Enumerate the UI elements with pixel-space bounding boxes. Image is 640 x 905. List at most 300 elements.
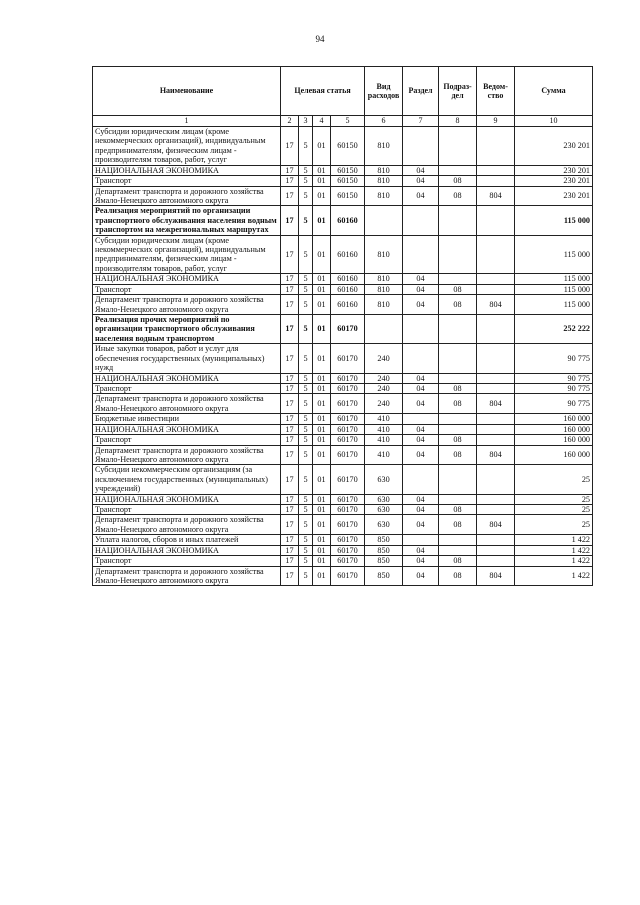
amount-cell: 252 222 [515,315,593,344]
subsection-cell: 08 [439,435,477,445]
target-code-1: 17 [281,127,299,166]
target-code-2: 5 [299,505,313,515]
subsection-cell: 08 [439,383,477,393]
target-code-3: 01 [313,165,331,175]
department-cell [477,435,515,445]
subsection-cell [439,235,477,274]
amount-cell: 1 422 [515,556,593,566]
target-code-3: 01 [313,494,331,504]
target-code-4: 60170 [331,505,365,515]
subsection-cell [439,494,477,504]
target-code-4: 60150 [331,176,365,186]
section-cell [403,465,439,494]
row-name: Бюджетные инвестиции [93,414,281,424]
department-cell [477,206,515,235]
row-name: Уплата налогов, сборов и иных платежей [93,535,281,545]
table-row [93,165,593,175]
row-name: Департамент транспорта и дорожного хозяйства Ямало-Ненецкого автономного округа [93,186,281,206]
header-subsection: Подраз-дел [439,67,477,116]
department-cell [477,465,515,494]
subsection-cell: 08 [439,566,477,586]
department-cell [477,284,515,294]
target-code-1: 17 [281,424,299,434]
column-number: 6 [365,116,403,127]
target-code-1: 17 [281,274,299,284]
expense-type-cell: 810 [365,235,403,274]
expense-type-cell: 810 [365,127,403,166]
target-code-2: 5 [299,535,313,545]
target-code-1: 17 [281,165,299,175]
expense-type-cell: 630 [365,465,403,494]
subsection-cell [439,545,477,555]
target-code-3: 01 [313,424,331,434]
table-row [93,206,593,235]
section-cell: 04 [403,165,439,175]
expense-type-cell [365,206,403,235]
subsection-cell [439,315,477,344]
row-name: НАЦИОНАЛЬНАЯ ЭКОНОМИКА [93,373,281,383]
table-row [93,556,593,566]
target-code-3: 01 [313,284,331,294]
target-code-3: 01 [313,545,331,555]
expense-type-cell: 240 [365,373,403,383]
target-code-4: 60170 [331,556,365,566]
subsection-cell [439,373,477,383]
department-cell [477,424,515,434]
target-code-2: 5 [299,176,313,186]
target-code-4: 60170 [331,383,365,393]
target-code-2: 5 [299,566,313,586]
table-row [93,344,593,373]
table-row [93,465,593,494]
header-row [93,67,593,116]
row-name: НАЦИОНАЛЬНАЯ ЭКОНОМИКА [93,165,281,175]
header-amount: Сумма [515,67,593,116]
expense-type-cell: 810 [365,176,403,186]
target-code-2: 5 [299,545,313,555]
target-code-2: 5 [299,165,313,175]
section-cell [403,127,439,166]
target-code-1: 17 [281,445,299,465]
amount-cell: 230 201 [515,176,593,186]
section-cell: 04 [403,424,439,434]
table-row [93,445,593,465]
column-number: 8 [439,116,477,127]
expense-type-cell: 810 [365,274,403,284]
target-code-1: 17 [281,394,299,414]
expense-type-cell: 810 [365,165,403,175]
row-name: Субсидии некоммерческим организациям (за исключением государственных (муниципальных) учреждений) [93,465,281,494]
target-code-4: 60170 [331,535,365,545]
target-code-1: 17 [281,465,299,494]
expense-type-cell: 240 [365,394,403,414]
department-cell [477,315,515,344]
target-code-1: 17 [281,186,299,206]
department-cell [477,165,515,175]
expense-type-cell: 240 [365,344,403,373]
target-code-1: 17 [281,414,299,424]
table-row [93,373,593,383]
target-code-2: 5 [299,383,313,393]
column-number: 9 [477,116,515,127]
amount-cell: 90 775 [515,383,593,393]
section-cell: 04 [403,445,439,465]
subsection-cell: 08 [439,284,477,294]
subsection-cell: 08 [439,515,477,535]
subsection-cell: 08 [439,505,477,515]
header-name: Наименование [93,67,281,116]
table-row [93,535,593,545]
target-code-3: 01 [313,465,331,494]
budget-table [92,66,593,586]
expense-type-cell: 810 [365,186,403,206]
target-code-1: 17 [281,373,299,383]
expense-type-cell: 850 [365,556,403,566]
section-cell: 04 [403,373,439,383]
row-name: Транспорт [93,435,281,445]
table-row [93,566,593,586]
table-row [93,494,593,504]
row-name: Департамент транспорта и дорожного хозяйства Ямало-Ненецкого автономного округа [93,295,281,315]
target-code-4: 60150 [331,127,365,166]
section-cell: 04 [403,545,439,555]
target-code-1: 17 [281,535,299,545]
target-code-4: 60170 [331,344,365,373]
section-cell [403,535,439,545]
table-row [93,505,593,515]
table-row [93,424,593,434]
target-code-2: 5 [299,295,313,315]
amount-cell: 25 [515,505,593,515]
section-cell [403,414,439,424]
target-code-1: 17 [281,505,299,515]
table-row [93,235,593,274]
target-code-1: 17 [281,235,299,274]
section-cell: 04 [403,435,439,445]
amount-cell: 115 000 [515,206,593,235]
table-row [93,284,593,294]
target-code-3: 01 [313,295,331,315]
department-cell [477,373,515,383]
row-name: НАЦИОНАЛЬНАЯ ЭКОНОМИКА [93,274,281,284]
expense-type-cell: 240 [365,383,403,393]
row-name: Субсидии юридическим лицам (кроме некоммерческих организаций), индивидуальным предпринимателям, физическим лицам - производителям товаров, работ, услуг [93,235,281,274]
target-code-4: 60170 [331,424,365,434]
subsection-cell [439,127,477,166]
target-code-3: 01 [313,274,331,284]
department-cell [477,383,515,393]
table-row [93,383,593,393]
table-row [93,127,593,166]
target-code-2: 5 [299,465,313,494]
expense-type-cell: 630 [365,494,403,504]
target-code-4: 60160 [331,235,365,274]
target-code-4: 60170 [331,373,365,383]
table-row [93,435,593,445]
amount-cell: 230 201 [515,186,593,206]
target-code-3: 01 [313,445,331,465]
row-name: Транспорт [93,176,281,186]
department-cell [477,344,515,373]
section-cell: 04 [403,176,439,186]
table-row [93,186,593,206]
amount-cell: 90 775 [515,344,593,373]
section-cell: 04 [403,494,439,504]
target-code-3: 01 [313,383,331,393]
target-code-3: 01 [313,373,331,383]
row-name: НАЦИОНАЛЬНАЯ ЭКОНОМИКА [93,494,281,504]
target-code-3: 01 [313,315,331,344]
target-code-2: 5 [299,435,313,445]
row-name: Транспорт [93,505,281,515]
section-cell: 04 [403,383,439,393]
target-code-4: 60160 [331,284,365,294]
section-cell: 04 [403,505,439,515]
row-name: Транспорт [93,556,281,566]
target-code-3: 01 [313,414,331,424]
target-code-4: 60150 [331,186,365,206]
target-code-2: 5 [299,206,313,235]
department-cell [477,494,515,504]
amount-cell: 25 [515,494,593,504]
amount-cell: 160 000 [515,414,593,424]
expense-type-cell: 850 [365,566,403,586]
department-cell [477,535,515,545]
amount-cell: 230 201 [515,165,593,175]
target-code-1: 17 [281,344,299,373]
row-name: Субсидии юридическим лицам (кроме некоммерческих организаций), индивидуальным предпринимателям, физическим лицам - производителям товаров, работ, услуг [93,127,281,166]
department-cell [477,127,515,166]
section-cell: 04 [403,274,439,284]
department-cell [477,545,515,555]
department-cell: 804 [477,445,515,465]
column-number: 4 [313,116,331,127]
section-cell: 04 [403,295,439,315]
column-number: 7 [403,116,439,127]
target-code-3: 01 [313,394,331,414]
row-name: НАЦИОНАЛЬНАЯ ЭКОНОМИКА [93,545,281,555]
target-code-3: 01 [313,515,331,535]
target-code-3: 01 [313,176,331,186]
row-name: Департамент транспорта и дорожного хозяйства Ямало-Ненецкого автономного округа [93,566,281,586]
department-cell [477,176,515,186]
expense-type-cell: 810 [365,284,403,294]
target-code-1: 17 [281,494,299,504]
amount-cell: 90 775 [515,373,593,383]
expense-type-cell: 630 [365,505,403,515]
table-row [93,515,593,535]
subsection-cell [439,424,477,434]
target-code-4: 60160 [331,274,365,284]
table-row [93,315,593,344]
target-code-3: 01 [313,186,331,206]
target-code-4: 60160 [331,206,365,235]
target-code-4: 60170 [331,515,365,535]
column-number: 1 [93,116,281,127]
amount-cell: 115 000 [515,235,593,274]
subsection-cell [439,465,477,494]
table-body [93,127,593,586]
expense-type-cell: 410 [365,414,403,424]
subsection-cell: 08 [439,295,477,315]
row-name: Реализация мероприятий по организации транспортного обслуживания населения водным транспортом на межрегиональных маршрутах [93,206,281,235]
target-code-4: 60170 [331,445,365,465]
subsection-cell: 08 [439,394,477,414]
column-number: 3 [299,116,313,127]
table-row [93,545,593,555]
header-expense-type: Вид расходов [365,67,403,116]
expense-type-cell [365,315,403,344]
column-number-row [93,116,593,127]
subsection-cell: 08 [439,445,477,465]
target-code-1: 17 [281,515,299,535]
subsection-cell [439,165,477,175]
subsection-cell [439,344,477,373]
target-code-2: 5 [299,414,313,424]
target-code-1: 17 [281,315,299,344]
department-cell [477,556,515,566]
expense-type-cell: 850 [365,535,403,545]
subsection-cell [439,414,477,424]
target-code-2: 5 [299,515,313,535]
target-code-2: 5 [299,424,313,434]
target-code-3: 01 [313,556,331,566]
amount-cell: 1 422 [515,535,593,545]
section-cell [403,235,439,274]
column-number: 10 [515,116,593,127]
section-cell [403,315,439,344]
table-row [93,295,593,315]
target-code-2: 5 [299,494,313,504]
amount-cell: 160 000 [515,435,593,445]
department-cell [477,274,515,284]
subsection-cell: 08 [439,186,477,206]
target-code-3: 01 [313,566,331,586]
target-code-4: 60170 [331,414,365,424]
target-code-2: 5 [299,556,313,566]
amount-cell: 1 422 [515,545,593,555]
department-cell: 804 [477,394,515,414]
row-name: НАЦИОНАЛЬНАЯ ЭКОНОМИКА [93,424,281,434]
target-code-2: 5 [299,315,313,344]
department-cell [477,505,515,515]
target-code-3: 01 [313,206,331,235]
department-cell: 804 [477,566,515,586]
target-code-1: 17 [281,284,299,294]
header-target: Целевая статья [281,67,365,116]
column-number: 2 [281,116,299,127]
target-code-2: 5 [299,344,313,373]
target-code-3: 01 [313,505,331,515]
header-department: Ведом-ство [477,67,515,116]
amount-cell: 160 000 [515,424,593,434]
row-name: Департамент транспорта и дорожного хозяйства Ямало-Ненецкого автономного округа [93,445,281,465]
target-code-3: 01 [313,535,331,545]
expense-type-cell: 410 [365,445,403,465]
subsection-cell: 08 [439,556,477,566]
expense-type-cell: 410 [365,435,403,445]
row-name: Департамент транспорта и дорожного хозяйства Ямало-Ненецкого автономного округа [93,515,281,535]
target-code-2: 5 [299,373,313,383]
department-cell: 804 [477,186,515,206]
subsection-cell [439,206,477,235]
header-section: Раздел [403,67,439,116]
amount-cell: 25 [515,465,593,494]
expense-type-cell: 810 [365,295,403,315]
target-code-2: 5 [299,235,313,274]
target-code-4: 60170 [331,465,365,494]
target-code-4: 60170 [331,435,365,445]
row-name: Департамент транспорта и дорожного хозяйства Ямало-Ненецкого автономного округа [93,394,281,414]
amount-cell: 115 000 [515,274,593,284]
target-code-2: 5 [299,445,313,465]
target-code-2: 5 [299,127,313,166]
amount-cell: 90 775 [515,394,593,414]
amount-cell: 1 422 [515,566,593,586]
target-code-1: 17 [281,545,299,555]
amount-cell: 115 000 [515,295,593,315]
section-cell [403,344,439,373]
amount-cell: 160 000 [515,445,593,465]
section-cell: 04 [403,186,439,206]
subsection-cell: 08 [439,176,477,186]
target-code-4: 60170 [331,315,365,344]
row-name: Иные закупки товаров, работ и услуг для обеспечения государственных (муниципальных) нужд [93,344,281,373]
department-cell [477,235,515,274]
table-row [93,274,593,284]
target-code-4: 60170 [331,394,365,414]
target-code-1: 17 [281,556,299,566]
section-cell: 04 [403,284,439,294]
amount-cell: 230 201 [515,127,593,166]
amount-cell: 25 [515,515,593,535]
target-code-4: 60170 [331,545,365,555]
department-cell: 804 [477,515,515,535]
target-code-3: 01 [313,344,331,373]
table-row [93,394,593,414]
target-code-3: 01 [313,127,331,166]
amount-cell: 115 000 [515,284,593,294]
target-code-1: 17 [281,206,299,235]
expense-type-cell: 410 [365,424,403,434]
section-cell: 04 [403,566,439,586]
target-code-1: 17 [281,383,299,393]
target-code-1: 17 [281,435,299,445]
column-number: 5 [331,116,365,127]
target-code-2: 5 [299,284,313,294]
expense-type-cell: 630 [365,515,403,535]
section-cell: 04 [403,515,439,535]
table-row [93,176,593,186]
target-code-1: 17 [281,566,299,586]
target-code-4: 60170 [331,494,365,504]
target-code-3: 01 [313,235,331,274]
subsection-cell [439,535,477,545]
page-number: 94 [315,34,325,44]
row-name: Реализация прочих мероприятий по организации транспортного обслуживания населения водным транспортом [93,315,281,344]
row-name: Транспорт [93,284,281,294]
row-name: Транспорт [93,383,281,393]
target-code-1: 17 [281,176,299,186]
subsection-cell [439,274,477,284]
target-code-4: 60160 [331,295,365,315]
target-code-4: 60170 [331,566,365,586]
target-code-3: 01 [313,435,331,445]
table-row [93,414,593,424]
department-cell: 804 [477,295,515,315]
target-code-2: 5 [299,394,313,414]
section-cell [403,206,439,235]
